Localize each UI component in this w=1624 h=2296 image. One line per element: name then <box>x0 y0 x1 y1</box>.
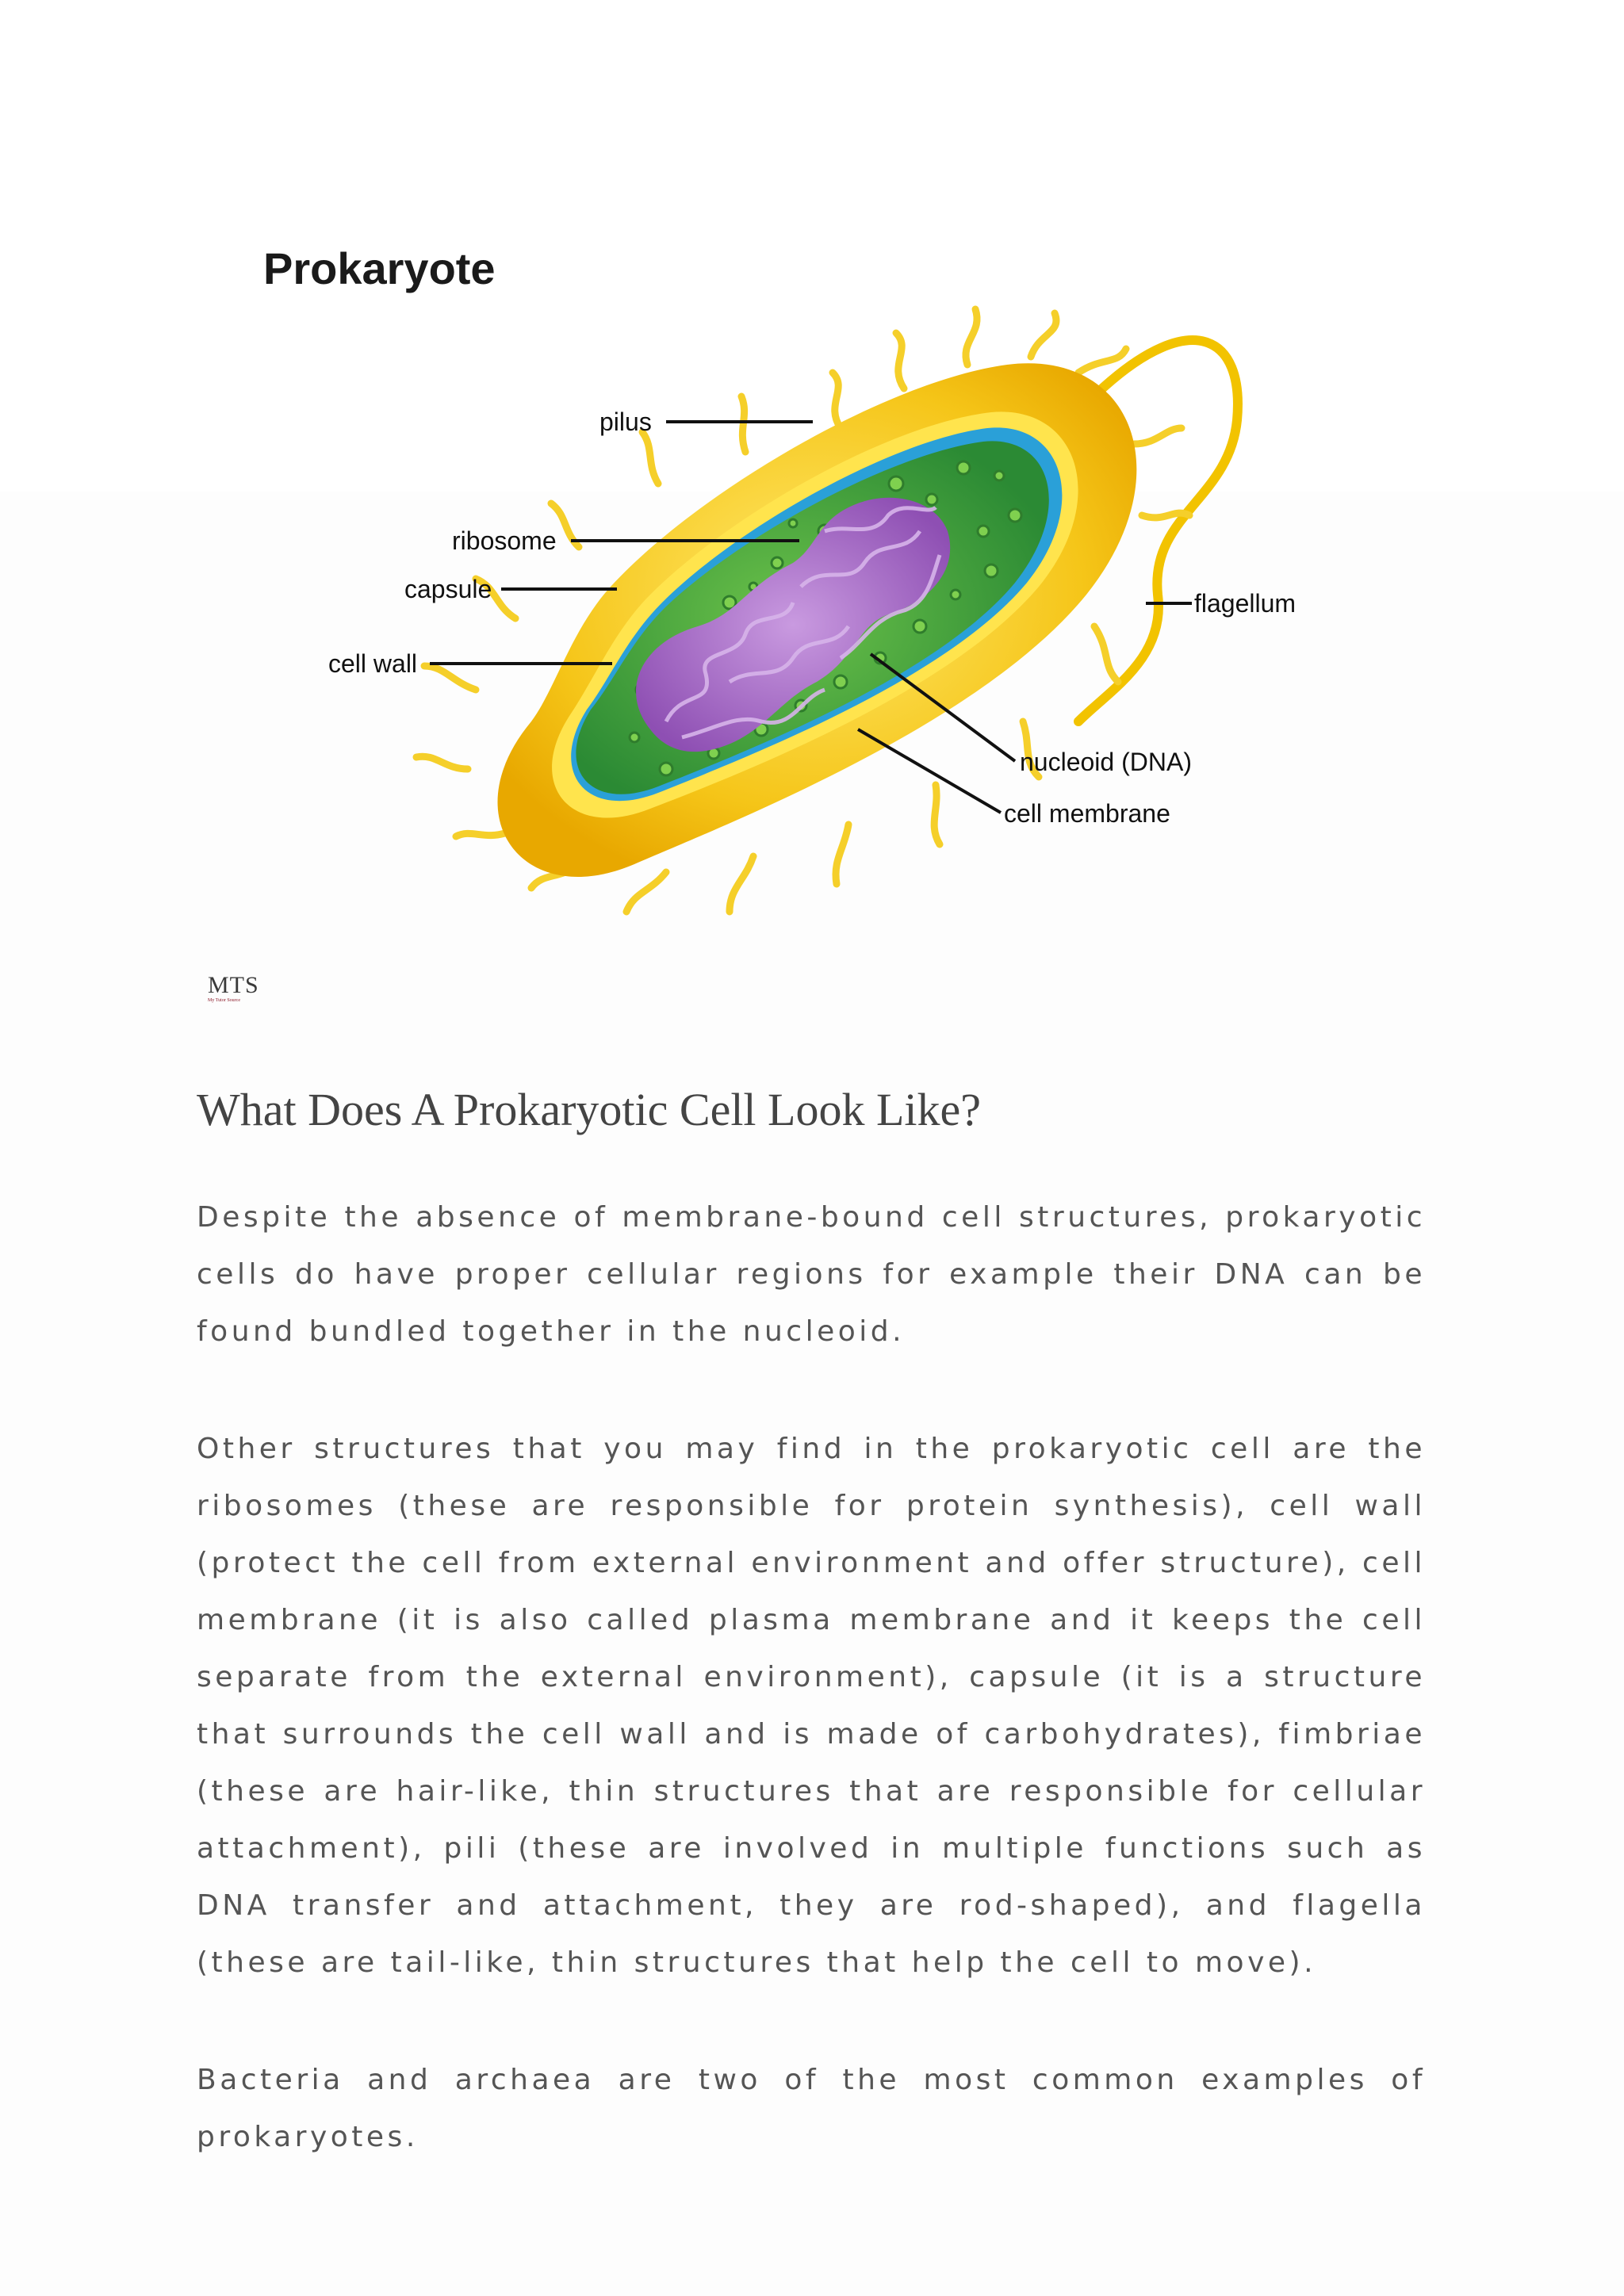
label-capsule: capsule <box>404 575 492 603</box>
article-heading: What Does A Prokaryotic Cell Look Like? <box>197 1084 982 1135</box>
logo-subtext: My Tutor Source <box>208 998 241 1003</box>
paragraph-1: Despite the absence of membrane-bound cell structures, prokaryotic cells do have proper cellular regions for example their DNA can be found bundled together in the nucleoid. <box>197 1201 1426 1348</box>
paragraph-2: Other structures that you may find in the prokaryotic cell are the ribosomes (these are responsible for protein synthesis), cell wall (protect the cell from external environment and offer structure), cell membrane (it is also called plasma membrane and it keeps the cell separate from the external environment), capsule (it is a structure that surrounds the cell wall and is made of carbohydrates), fimbriae (these are hair-like, thin structures that are responsible for cellular attachment), pili (these are involved in multiple functions such as DNA transfer and attachment, they are rod-shaped), and flagella (these are tail-like, thin structures that help the cell to move). <box>197 1433 1426 1979</box>
label-cell-wall: cell wall <box>328 649 418 678</box>
site-logo <box>208 974 265 1005</box>
label-ribosome: ribosome <box>452 526 557 555</box>
label-pilus: pilus <box>599 408 652 436</box>
label-flagellum: flagellum <box>1194 589 1297 618</box>
prokaryote-diagram <box>190 214 1427 1023</box>
diagram-title: Prokaryote <box>263 243 496 293</box>
paragraph-3: Bacteria and archaea are two of the most common examples of prokaryotes. <box>197 2064 1426 2153</box>
logo-text: MTS <box>208 972 259 998</box>
label-nucleoid: nucleoid (DNA) <box>1020 748 1192 776</box>
article-body <box>197 1078 1426 2226</box>
label-cell-membrane: cell membrane <box>1004 799 1170 828</box>
